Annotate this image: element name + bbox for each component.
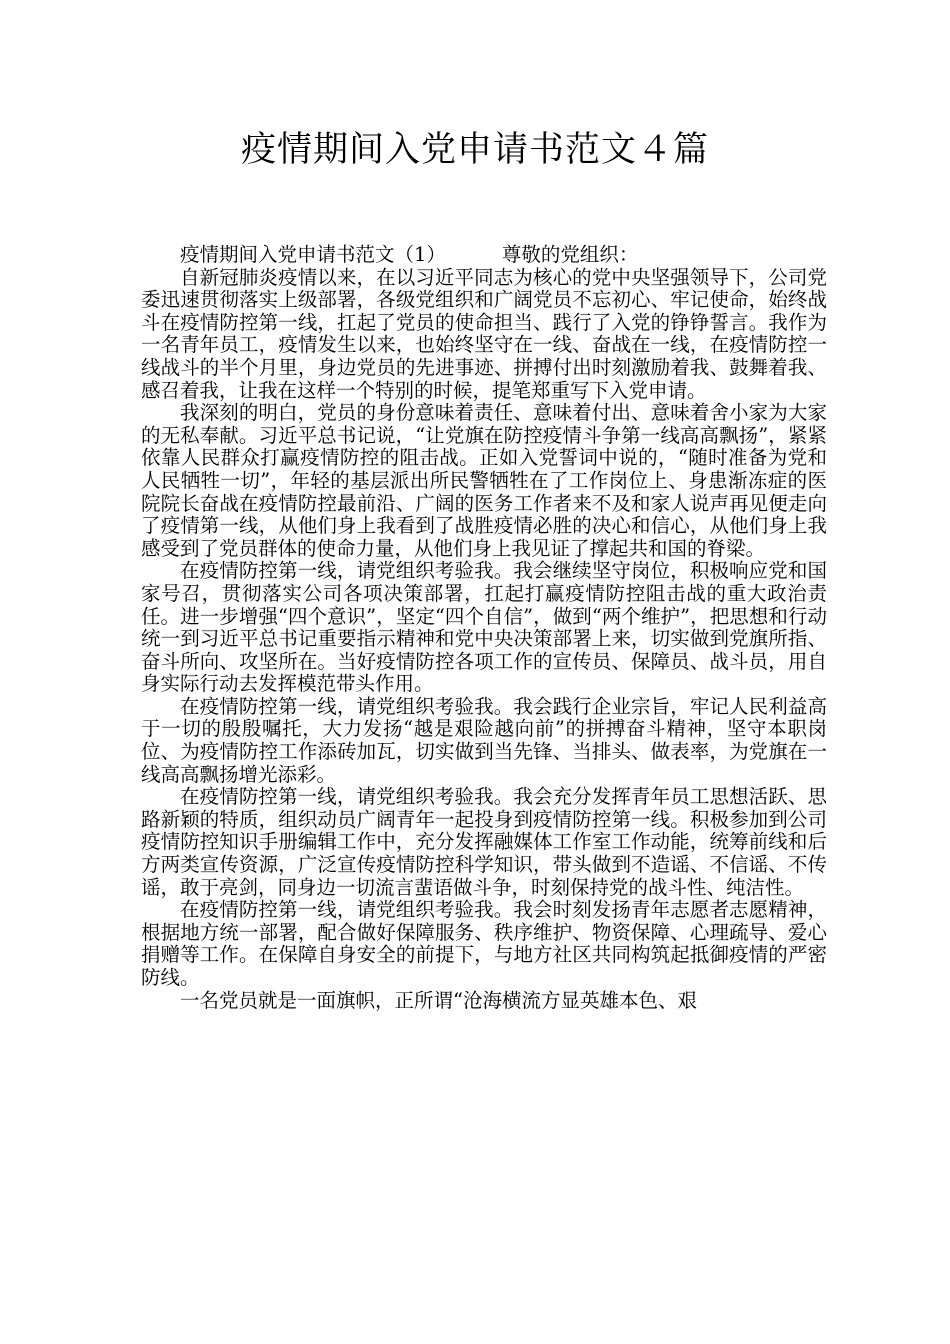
document-body	[141, 244, 827, 1012]
body-paragraph: 在疫情防控第一线，请党组织考验我。我会继续坚守岗位，积极响应党和国家号召，贯彻落实公司各项决策部署，扛起打赢疫情防控阻击战的重大政治责任。进一步增强“四个意识”，坚定“四个自信”，做到“两个维护”，把思想和行动统一到习近平总书记重要指示精神和党中央决策部署上来，切实做到党旗所指、奋斗所向、攻坚所在。当好疫情防控各项工作的宣传员、保障员、战斗员，用自身实际行动去发挥模范带头作用。	[141, 559, 827, 696]
body-paragraph: 一名党员就是一面旗帜，正所谓“沧海横流方显英雄本色、艰	[180, 988, 697, 1012]
document-title: 疫情期间入党申请书范文４篇	[240, 130, 709, 170]
body-paragraph: 在疫情防控第一线，请党组织考验我。我会时刻发扬青年志愿者志愿精神，根据地方统一部署，配合做好保障服务、秩序维护、物资保障、心理疏导、爱心捐赠等工作。在保障自身安全的前提下，与地方社区共同构筑起抵御疫情的严密防线。	[141, 898, 827, 989]
body-paragraph: 在疫情防控第一线，请党组织考验我。我会充分发挥青年员工思想活跃、思路新颖的特质，组织动员广阔青年一起投身到疫情防控第一线。积极参加到公司疫情防控知识手册编辑工作中，充分发挥融媒体工作室工作动能，统筹前线和后方两类宣传资源，广泛宣传疫情防控科学知识，带头做到不造谣、不信谣、不传谣，敢于亮剑，同身边一切流言蜚语做斗争，时刻保持党的战斗性、纯洁性。	[141, 785, 827, 899]
salutation: 尊敬的党组织：	[501, 243, 639, 266]
body-paragraph: 我深刻的明白，党员的身份意味着责任、意味着付出、意味着舍小家为大家的无私奉献。习近平总书记说，“让党旗在防控疫情斗争第一线高高飘扬”，紧紧依靠人民群众打赢疫情防控的阻击战。正如入党誓词中说的，“随时准备为党和人民牺牲一切”，年轻的基层派出所民警牺牲在了工作岗位上、身患渐冻症的医院院长奋战在疫情防控最前沿、广阔的医务工作者来不及和家人说声再见便走向了疫情第一线，从他们身上我看到了战胜疫情必胜的决心和信心，从他们身上我感受到了党员群体的使命力量，从他们身上我见证了撑起共和国的脊梁。	[141, 401, 827, 560]
body-paragraph: 在疫情防控第一线，请党组织考验我。我会践行企业宗旨，牢记人民利益高于一切的殷殷嘱托，大力发扬“越是艰险越向前”的拼搏奋斗精神，坚守本职岗位、为疫情防控工作添砖加瓦，切实做到当先锋、当排头、做表率，为党旗在一线高高飘扬增光添彩。	[141, 694, 827, 786]
section-heading-line	[141, 244, 827, 267]
body-paragraph: 自新冠肺炎疫情以来，在以习近平同志为核心的党中央坚强领导下，公司党委迅速贯彻落实上级部署，各级党组织和广阔党员不忘初心、牢记使命，始终战斗在疫情防控第一线，扛起了党员的使命担当、践行了入党的铮铮誓言。我作为一名青年员工，疫情发生以来，也始终坚守在一线、奋战在一线，在疫情防控一线战斗的半个月里，身边党员的先进事迹、拼搏付出时刻激励着我、鼓舞着我、感召着我，让我在这样一个特别的时候，提笔郑重写下入党申请。	[141, 265, 827, 402]
section-label: 疫情期间入党申请书范文（1）	[180, 243, 446, 266]
